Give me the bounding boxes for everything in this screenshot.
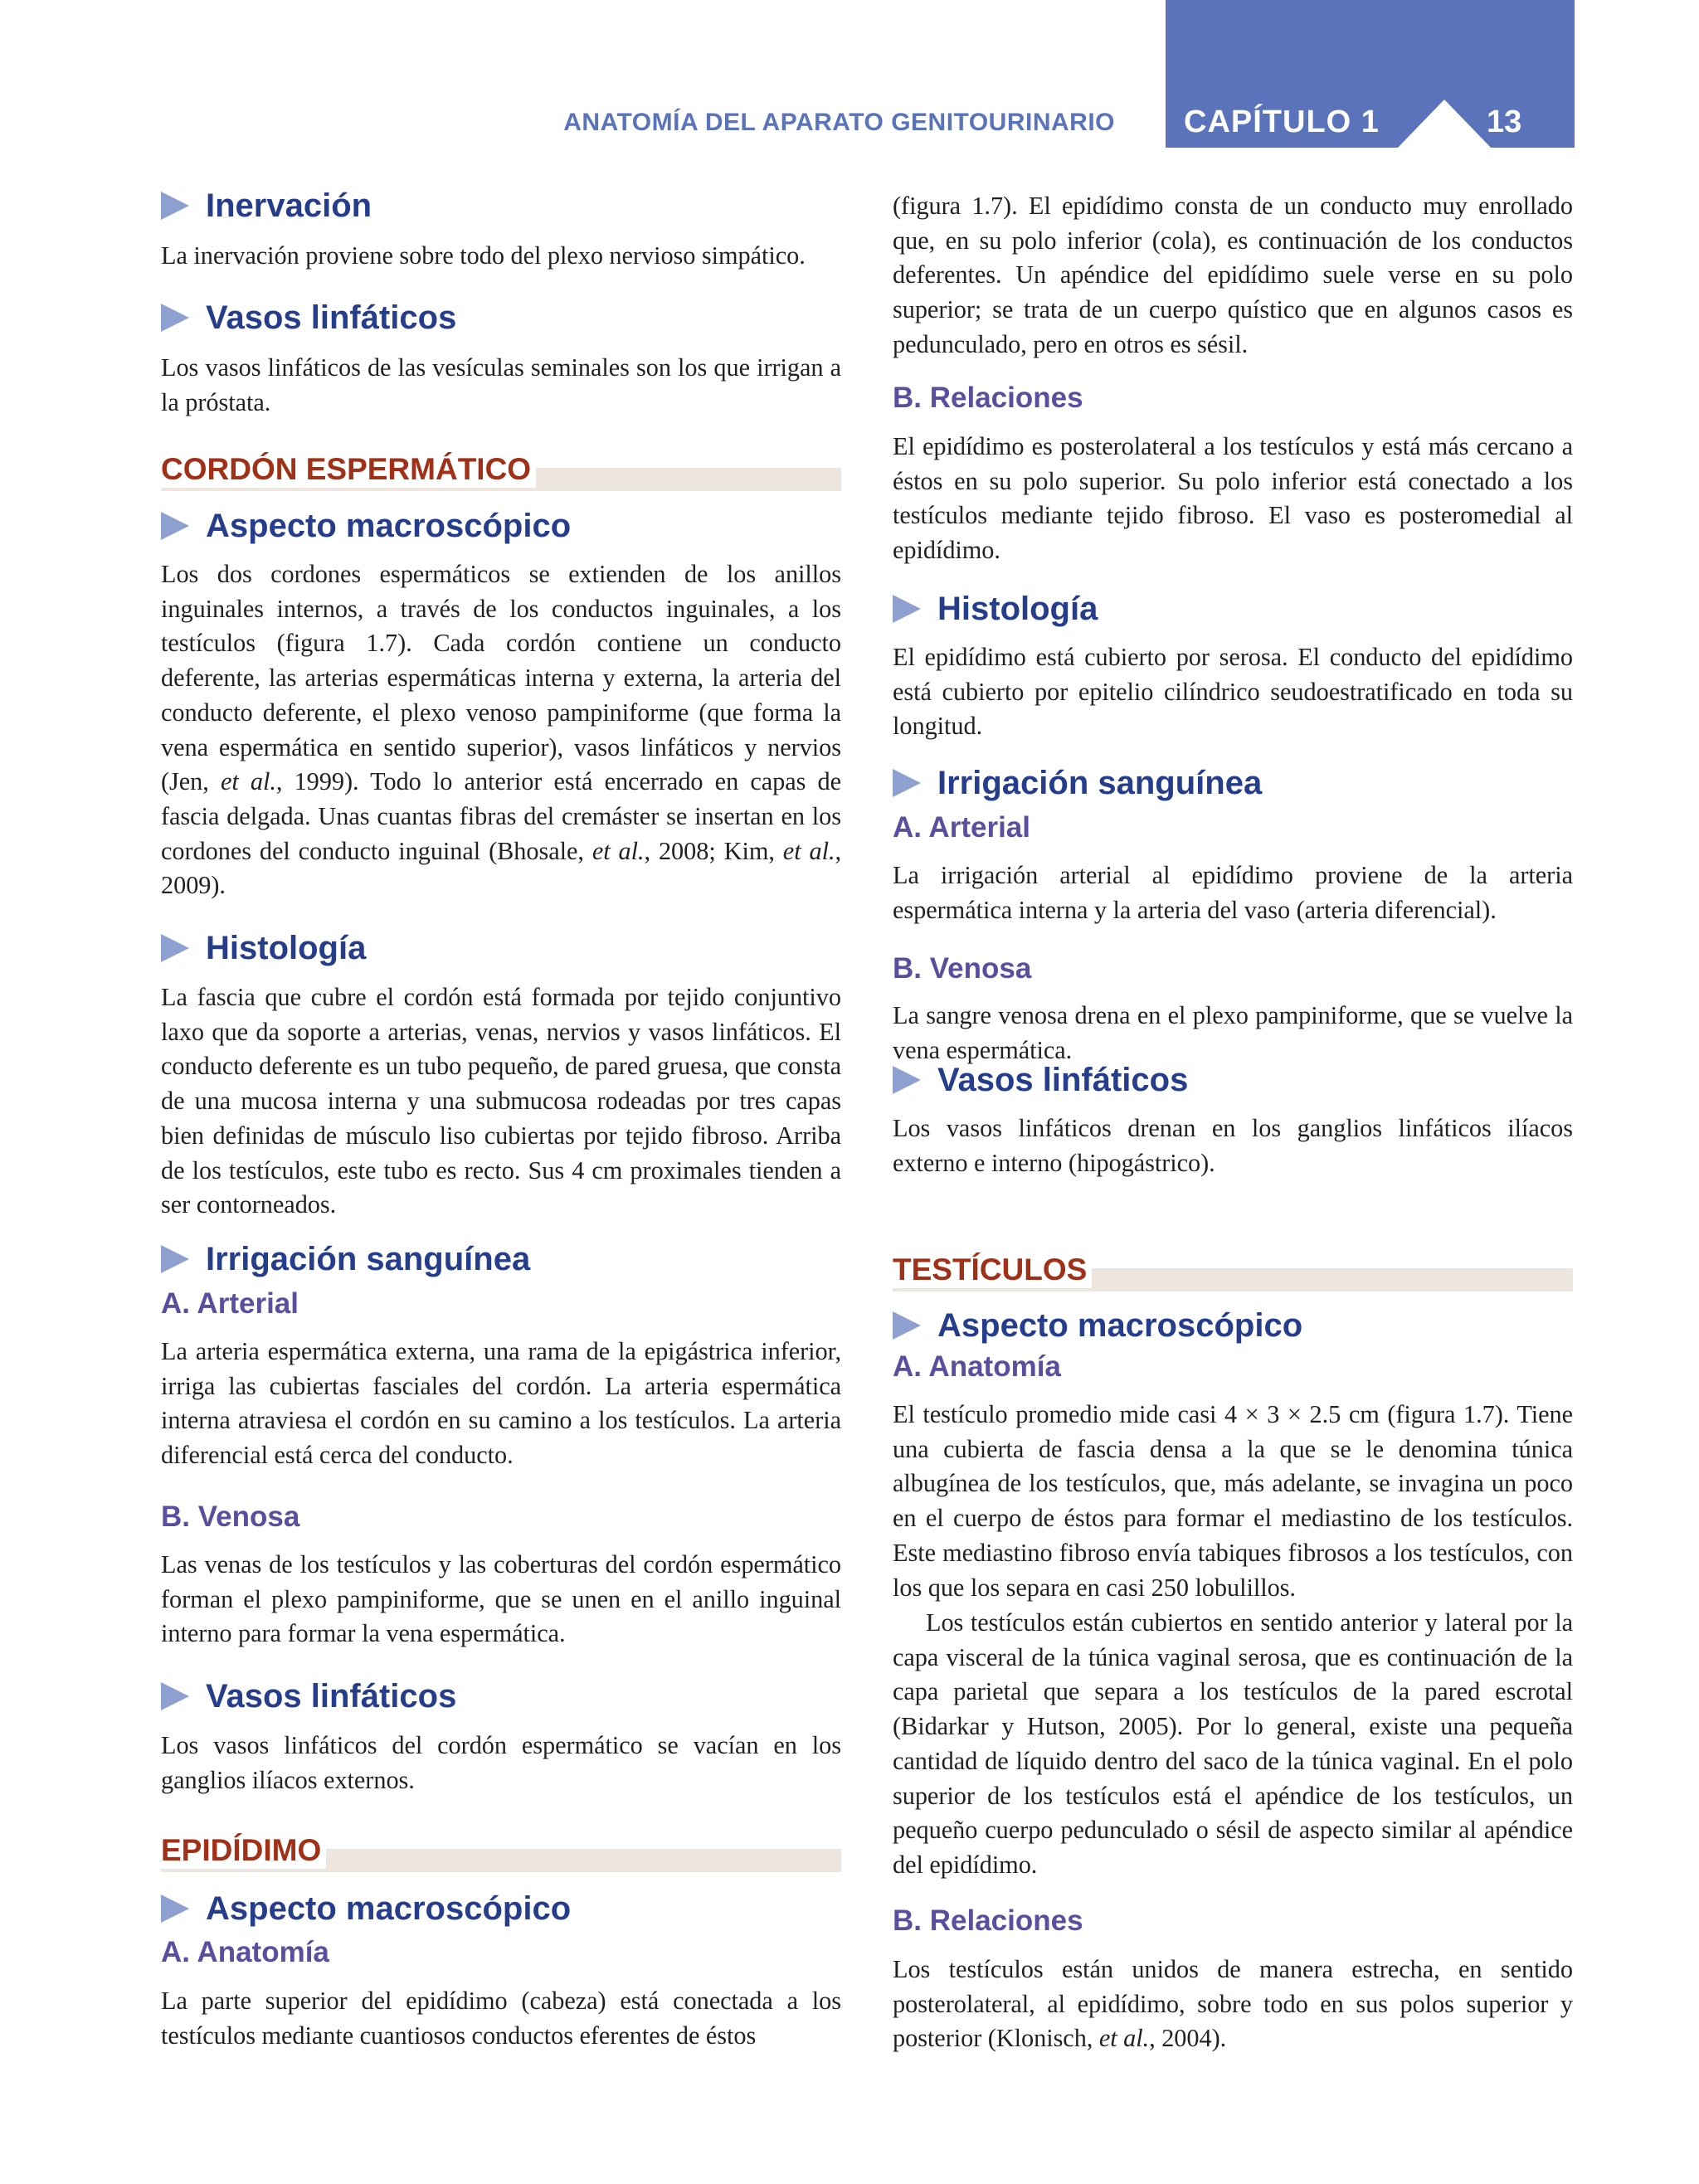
- paragraph-aspecto-macroscopico-1: [161, 557, 841, 903]
- tab-notch-decoration: [1396, 100, 1492, 149]
- heading-irrigacion-1: [161, 1239, 530, 1279]
- bullet-triangle-icon: [893, 1311, 921, 1340]
- citation-etal: et al.: [591, 836, 645, 865]
- paragraph-relaciones-1: El epidídimo es posterolateral a los testículos y está más cercano a éstos en su polo superior. Su polo inferior está conectado a los testículos mediante tejido fibroso. El vaso es posteromedial al epidídimo.: [893, 432, 1573, 565]
- heading-histologia-1: [161, 928, 366, 968]
- text-run: Los testículos están unidos de manera estrecha, en sentido posterolateral, al epidídimo, sobre todo en sus polos superior y posterior (Klonisch,: [893, 1955, 1573, 2053]
- text-run: , 2004).: [1149, 2024, 1227, 2053]
- heading-text: Vasos linfáticos: [206, 299, 457, 336]
- paragraph-vasos-linfaticos-1: Los vasos linfáticos de las vesículas seminales son los que irrigan a la próstata.: [161, 353, 841, 416]
- bullet-triangle-icon: [161, 512, 189, 540]
- heading-irrigacion-2: [893, 763, 1262, 803]
- subheading-venosa-2: B. Venosa: [893, 952, 1032, 985]
- paragraph-histologia-2: El epidídimo está cubierto por serosa. El conducto del epidídimo está cubierto por epitelio cilíndrico seudoestratificado en toda su longitud.: [893, 643, 1573, 741]
- heading-text: Vasos linfáticos: [937, 1062, 1189, 1098]
- subheading-anatomia-1: A. Anatomía: [161, 1936, 329, 1968]
- citation-etal: et al.: [220, 767, 276, 796]
- heading-aspecto-macroscopico-1: [161, 506, 571, 546]
- paragraph-anatomia-2: El testículo promedio mide casi 4 × 3 × 2.5 cm (figura 1.7). Tiene una cubierta de fascia densa a la que se le denomina túnica albugínea de los testículos, que, más adelante, se invagina un poco en el cuerpo de éstos para formar el mediastino de los testículos. Este mediastino fibroso envía tabiques fibrosos a los testículos, con los que los separa en casi 250 lobulillos.: [893, 1400, 1573, 1602]
- section-heading-text: EPIDÍDIMO: [161, 1832, 326, 1869]
- paragraph-venosa-2: La sangre venosa drena en el plexo pampiniforme, que se vuelve la vena espermática.: [893, 1001, 1573, 1064]
- heading-text: Inervación: [206, 187, 372, 224]
- page-number: 13: [1487, 105, 1522, 139]
- heading-vasos-linfaticos-1: [161, 298, 456, 338]
- paragraph-relaciones-2: [893, 1953, 1573, 2056]
- subheading-venosa-1: B. Venosa: [161, 1501, 300, 1533]
- bullet-triangle-icon: [161, 934, 189, 962]
- subheading-relaciones-1: B. Relaciones: [893, 382, 1083, 414]
- citation-etal: et al.: [782, 836, 835, 865]
- heading-text: Histología: [206, 930, 367, 966]
- paragraph-inervacion: La inervación proviene sobre todo del plexo nervioso simpático.: [161, 241, 806, 270]
- section-heading-text: CORDÓN ESPERMÁTICO: [161, 451, 536, 488]
- heading-vasos-linfaticos-3: [893, 1060, 1188, 1100]
- heading-aspecto-macroscopico-3: [893, 1306, 1302, 1345]
- heading-text: Vasos linfáticos: [206, 1678, 457, 1715]
- bullet-triangle-icon: [161, 304, 189, 332]
- paragraph-venosa-1: Las venas de los testículos y las coberturas del cordón espermático forman el plexo pampiniforme, que se unen en el anillo inguinal interno para formar la vena espermática.: [161, 1550, 841, 1648]
- subheading-arterial-2: A. Arterial: [893, 811, 1030, 844]
- heading-inervacion: [161, 186, 372, 226]
- subheading-anatomia-2: A. Anatomía: [893, 1350, 1061, 1383]
- paragraph-anatomia-2b: Los testículos están cubiertos en sentido anterior y lateral por la capa visceral de la túnica vaginal serosa, que es continuación de la capa parietal que separa a los testículos de la pared escrotal (Bidarkar y Hutson, 2005). Por lo general, existe una pequeña cantidad de líquido dentro del saco de la túnica vaginal. En el polo superior de los testículos está el apéndice de los testículos, un pequeño cuerpo pedunculado o sésil de aspecto similar al apéndice del epidídimo.: [893, 1608, 1573, 1879]
- section-heading-text: TESTÍCULOS: [893, 1252, 1092, 1288]
- paragraph-histologia-1: La fascia que cubre el cordón está formada por tejido conjuntivo laxo que da soporte a arterias, venas, nervios y vasos linfáticos. El conducto deferente es un tubo pequeño, de pared gruesa, que consta de una mucosa interna y una submucosa rodeadas por tres capas bien definidas de músculo liso cubiertas por tejido fibroso. Arriba de los testículos, este tubo es recto. Sus 4 cm proximales tienden a ser contorneados.: [161, 983, 841, 1219]
- paragraph-anatomia-1: La parte superior del epidídimo (cabeza) está conectada a los testículos mediante cuantiosos conductos eferentes de éstos: [161, 1987, 841, 2050]
- heading-text: Histología: [937, 591, 1098, 627]
- paragraph-arterial-1: La arteria espermática externa, una rama de la epigástrica inferior, irriga las cubiertas fasciales del cordón. La arteria espermática interna atraviesa el cordón en su camino a los testículos. La arteria diferencial está cerca del conducto.: [161, 1337, 841, 1470]
- text-run: Los dos cordones espermáticos se extienden de los anillos inguinales internos, a través de los conductos inguinales, a los testículos (figura 1.7). Cada cordón contiene un conducto deferente, las arterias espermáticas interna y externa, la arteria del conducto deferente, el plexo venoso pampiniforme (que forma la vena espermática en sentido superior), vasos linfáticos y nervios (Jen,: [161, 560, 841, 796]
- heading-text: Irrigación sanguínea: [206, 1241, 531, 1277]
- paragraph-vasos-linfaticos-3: Los vasos linfáticos drenan en los ganglios linfáticos ilíacos externo e interno (hipogástrico).: [893, 1114, 1573, 1177]
- text-run: , 2009).: [161, 836, 842, 900]
- bullet-triangle-icon: [893, 1066, 921, 1094]
- heading-histologia-2: [893, 589, 1098, 629]
- chapter-label: CAPÍTULO 1: [1184, 105, 1380, 139]
- subheading-relaciones-2: B. Relaciones: [893, 1904, 1083, 1937]
- paragraph-arterial-2: La irrigación arterial al epidídimo proviene de la arteria espermática interna y la arteria del vaso (arteria diferencial).: [893, 861, 1573, 924]
- text-run: , 2008; Kim,: [644, 836, 783, 865]
- text-run: , 1999). Todo lo anterior está encerrado en capas de fascia delgada. Unas cuantas fibras del cremáster se insertan en los cordones del conducto inguinal (Bhosale,: [161, 767, 842, 865]
- heading-text: Aspecto macroscópico: [937, 1307, 1303, 1344]
- heading-aspecto-macroscopico-2: [161, 1889, 571, 1929]
- section-heading-epididimo: [161, 1833, 841, 1872]
- section-heading-testiculos: [893, 1253, 1573, 1291]
- running-title: ANATOMÍA DEL APARATO GENITOURINARIO: [563, 109, 1115, 136]
- heading-text: Irrigación sanguínea: [937, 765, 1263, 801]
- bullet-triangle-icon: [161, 192, 189, 220]
- paragraph-vasos-linfaticos-2: Los vasos linfáticos del cordón espermático se vacían en los ganglios ilíacos externos.: [161, 1731, 841, 1794]
- heading-text: Aspecto macroscópico: [206, 1890, 572, 1927]
- bullet-triangle-icon: [893, 769, 921, 797]
- citation-etal: et al.: [1098, 2024, 1150, 2053]
- heading-vasos-linfaticos-2: [161, 1676, 456, 1716]
- subheading-arterial-1: A. Arterial: [161, 1287, 299, 1320]
- bullet-triangle-icon: [161, 1682, 189, 1710]
- paragraph-epididimo-cont: (figura 1.7). El epidídimo consta de un conducto muy enrollado que, en su polo inferior (cola), es continuación de los conductos deferentes. Un apéndice del epidídimo suele verse en su polo superior; se trata de un cuerpo quístico que en algunos casos es pedunculado, pero en otros es sésil.: [893, 192, 1573, 358]
- bullet-triangle-icon: [893, 595, 921, 623]
- section-heading-cordon: [161, 452, 841, 491]
- heading-text: Aspecto macroscópico: [206, 508, 572, 544]
- bullet-triangle-icon: [161, 1895, 189, 1923]
- bullet-triangle-icon: [161, 1245, 189, 1273]
